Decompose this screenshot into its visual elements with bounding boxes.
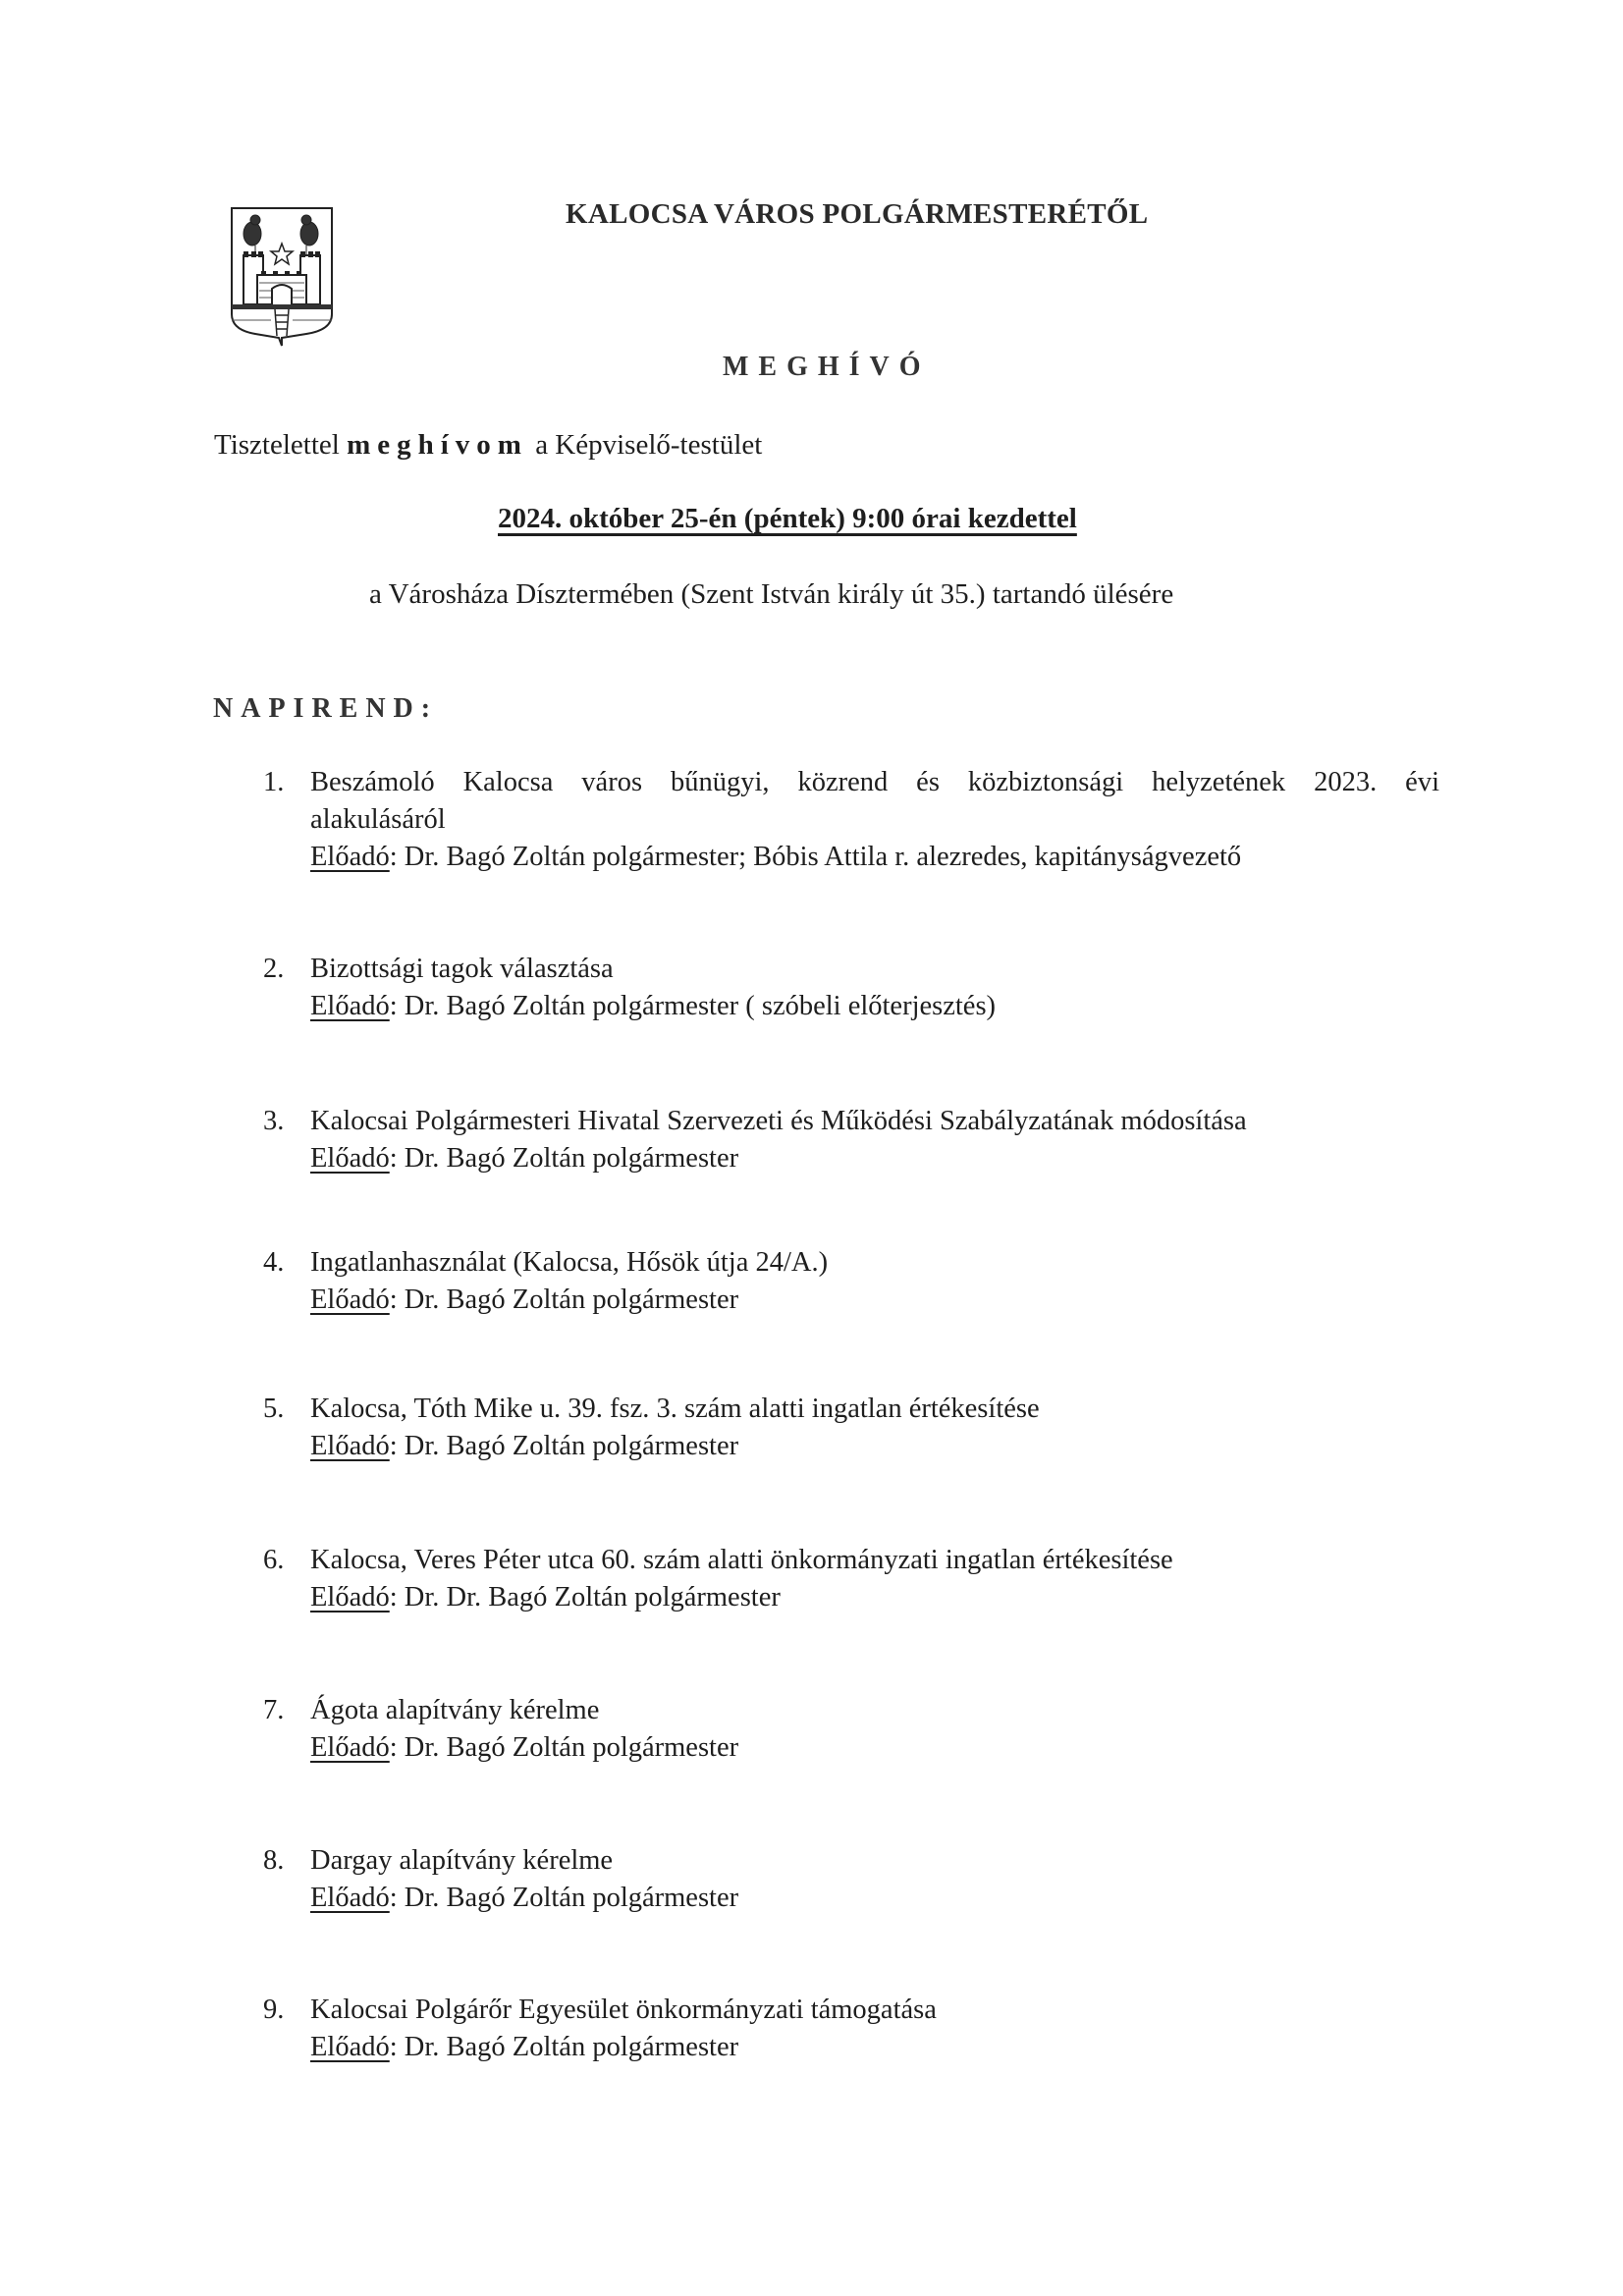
agenda-item-title: Kalocsai Polgárőr Egyesület önkormányzati támogatása: [310, 1995, 937, 2025]
agenda-item: [263, 1542, 1441, 1616]
agenda-item-title: Bizottsági tagok választása: [310, 954, 614, 984]
presenter-name: : Dr. Bagó Zoltán polgármester: [389, 1143, 739, 1174]
presenter-name: : Dr. Bagó Zoltán polgármester: [389, 1285, 739, 1315]
agenda-item: [263, 1103, 1441, 1177]
presenter-label: Előadó: [310, 1285, 390, 1315]
presenter-label: Előadó: [310, 1732, 390, 1763]
intro-prefix: Tisztelettel: [214, 429, 340, 461]
agenda-item: [263, 1992, 1441, 2066]
agenda-item-number: 8.: [263, 1845, 285, 1876]
agenda-item-body: [310, 1992, 1441, 2066]
agenda-item-title: Kalocsa, Veres Péter utca 60. szám alatti önkormányzati ingatlan értékesítése: [310, 1545, 1173, 1575]
agenda-item-number: 9.: [263, 1995, 285, 2025]
agenda-item-body: [310, 764, 1441, 876]
agenda-item-presenter: [310, 1880, 1441, 1917]
agenda-item-presenter: [310, 1428, 1441, 1465]
presenter-label: Előadó: [310, 1431, 390, 1461]
agenda-item-presenter: [310, 1282, 1441, 1319]
agenda-item-title: Kalocsai Polgármesteri Hivatal Szervezeti és Működési Szabályzatának módosítása: [310, 1106, 1247, 1136]
agenda-item: [263, 764, 1441, 876]
agenda-item: [263, 951, 1441, 1025]
agenda-item-number: 5.: [263, 1394, 285, 1424]
agenda-item-presenter: [310, 988, 1441, 1025]
presenter-name: : Dr. Bagó Zoltán polgármester: [389, 1431, 739, 1461]
agenda-item-presenter: [310, 1579, 1441, 1616]
presenter-name: : Dr. Bagó Zoltán polgármester: [389, 1732, 739, 1763]
agenda-item-number: 4.: [263, 1247, 285, 1278]
agenda-item-presenter: [310, 1729, 1441, 1767]
agenda-item-number: 7.: [263, 1695, 285, 1725]
agenda-item-body: [310, 1692, 1441, 1767]
agenda-item-number: 1.: [263, 767, 285, 797]
agenda-heading: NAPIREND:: [213, 693, 439, 724]
meeting-venue: a Városháza Dísztermében (Szent István király út 35.) tartandó ülésére: [369, 578, 1174, 610]
agenda-item-title: Kalocsa, Tóth Mike u. 39. fsz. 3. szám alatti ingatlan értékesítése: [310, 1394, 1040, 1424]
agenda-item-body: [310, 951, 1441, 1025]
presenter-label: Előadó: [310, 991, 390, 1021]
agenda-item-title: Ingatlanhasználat (Kalocsa, Hősök útja 24/A.): [310, 1247, 829, 1278]
agenda-item: [263, 1842, 1441, 1917]
agenda-item-title: Ágota alapítvány kérelme: [310, 1695, 600, 1725]
intro-emphasis: meghívom: [347, 429, 528, 461]
presenter-name: : Dr. Bagó Zoltán polgármester; Bóbis Attila r. alezredes, kapitányságvezető: [389, 842, 1242, 872]
agenda-item-body: [310, 1103, 1441, 1177]
presenter-name: : Dr. Bagó Zoltán polgármester ( szóbeli előterjesztés): [389, 991, 997, 1021]
agenda-item-number: 3.: [263, 1106, 285, 1136]
presenter-label: Előadó: [310, 1582, 390, 1613]
presenter-name: : Dr. Bagó Zoltán polgármester: [389, 1883, 739, 1913]
agenda-item-body: [310, 1542, 1441, 1616]
presenter-label: Előadó: [310, 842, 390, 872]
coat-of-arms-icon: [228, 204, 336, 347]
presenter-name: : Dr. Dr. Bagó Zoltán polgármester: [389, 1582, 781, 1613]
intro-suffix: a Képviselő-testület: [535, 429, 763, 461]
presenter-name: : Dr. Bagó Zoltán polgármester: [389, 2032, 739, 2062]
presenter-label: Előadó: [310, 1143, 390, 1174]
document-title: MEGHÍVÓ: [723, 352, 931, 382]
agenda-item-title: Beszámoló Kalocsa város bűnügyi, közrend és közbiztonsági helyzetének 2023. évi: [310, 767, 1439, 797]
intro-line: [214, 429, 762, 462]
agenda-item-number: 6.: [263, 1545, 285, 1575]
agenda-item-presenter: [310, 1140, 1441, 1177]
presenter-label: Előadó: [310, 1883, 390, 1913]
agenda-item: [263, 1692, 1441, 1767]
agenda-item-body: [310, 1391, 1441, 1465]
agenda-item-title: Dargay alapítvány kérelme: [310, 1845, 614, 1876]
presenter-label: Előadó: [310, 2032, 390, 2062]
agenda-item-presenter: [310, 839, 1441, 876]
agenda-item: [263, 1244, 1441, 1319]
agenda-item-presenter: [310, 2029, 1441, 2066]
agenda-item-body: [310, 1842, 1441, 1917]
agenda-item-body: [310, 1244, 1441, 1319]
issuer-heading: KALOCSA VÁROS POLGÁRMESTERÉTŐL: [566, 198, 1149, 230]
agenda-item: [263, 1391, 1441, 1465]
meeting-datetime: 2024. október 25-én (péntek) 9:00 órai kezdettel: [498, 503, 1077, 534]
agenda-item-number: 2.: [263, 954, 285, 984]
agenda-item-title-continued: alakulásáról: [310, 804, 446, 835]
